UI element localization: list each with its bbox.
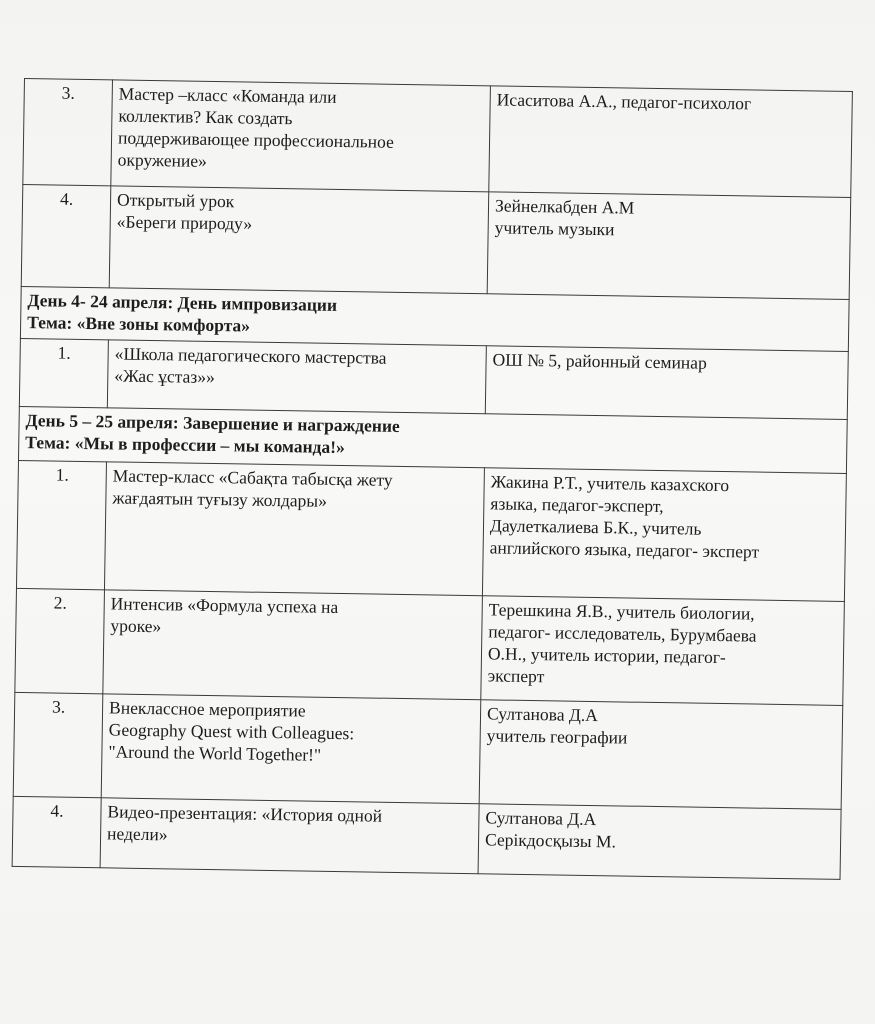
responsible-text: педагог- исследователь, Бурумбаева [488, 621, 757, 646]
responsible-text: языка, педагог-эксперт, [490, 493, 664, 517]
table-row [19, 338, 848, 419]
table-row [23, 79, 853, 198]
event-text: поддерживающее профессиональное [117, 127, 395, 152]
event-text: Видео-презентация: «История одной [107, 801, 383, 826]
day-theme: Тема: «Вне зоны комфорта» [27, 312, 251, 336]
event-text: «Жас ұстаз»» [114, 365, 215, 388]
responsible-cell [485, 346, 848, 420]
row-number: 1. [19, 338, 108, 407]
event-text: Мастер-класс «Сабақта табысқа жету [112, 465, 393, 490]
responsible-text: ОШ № 5, районный семинар [492, 349, 707, 373]
responsible-text: Серікдосқызы М. [484, 829, 617, 852]
table-row [13, 692, 843, 809]
table-row [16, 460, 846, 601]
event-text: Geography Quest with Colleagues: [108, 719, 355, 744]
row-number: 4. [12, 796, 101, 867]
responsible-text: О.Н., учитель истории, педагог- [487, 643, 726, 668]
event-text: коллектив? Как создать [118, 105, 293, 129]
event-text: Мастер –класс «Команда или [118, 83, 337, 107]
event-cell [100, 798, 479, 874]
event-cell [109, 186, 489, 294]
responsible-cell [478, 804, 841, 880]
responsible-text: Султанова Д.А [486, 703, 599, 726]
day-title: День 5 – 25 апреля: Завершение и награждение [25, 410, 400, 436]
responsible-text: Зейнелкабден А.М [494, 195, 635, 218]
responsible-cell [479, 700, 843, 810]
event-text: недели» [106, 823, 168, 845]
event-cell [107, 340, 486, 414]
responsible-cell [481, 596, 845, 706]
responsible-text: Жакина Р.Т., учитель казахского [490, 471, 730, 496]
day-theme: Тема: «Мы в профессии – мы команда!» [25, 432, 345, 458]
responsible-text: Даулеткалиева Б.К., учитель [489, 515, 702, 539]
responsible-text: учитель музыки [494, 217, 615, 240]
responsible-cell [482, 468, 846, 602]
row-number: 3. [13, 692, 103, 797]
table-row [15, 588, 845, 705]
event-cell [101, 694, 481, 804]
schedule-table [12, 78, 853, 880]
responsible-text: Исаситова А.А., педагог-психолог [496, 89, 752, 114]
scanned-sheet [12, 78, 856, 880]
responsible-text: английского языка, педагог- эксперт [489, 537, 760, 562]
responsible-text: эксперт [487, 665, 545, 687]
event-text: «Береги природу» [116, 211, 253, 234]
responsible-cell [487, 192, 851, 300]
event-text: уроке» [110, 615, 162, 637]
row-number: 1. [16, 460, 106, 589]
table-row [21, 184, 851, 299]
event-cell [103, 590, 483, 700]
table-row [12, 796, 841, 879]
event-text: «Школа педагогического мастерства [114, 343, 387, 368]
event-cell [111, 80, 491, 192]
event-text: жағдаятын туғызу жолдары» [112, 487, 328, 511]
row-number: 4. [21, 184, 111, 287]
row-number: 3. [23, 79, 113, 186]
responsible-cell [489, 86, 853, 198]
event-text: окружение» [117, 149, 208, 171]
responsible-text: Терешкина Я.В., учитель биологии, [488, 599, 755, 624]
responsible-text: учитель географии [486, 725, 628, 748]
event-text: Интенсив «Формула успеха на [110, 593, 339, 617]
event-text: Открытый урок [116, 189, 235, 212]
responsible-text: Султанова Д.А [485, 807, 597, 830]
event-cell [104, 462, 484, 596]
row-number: 2. [15, 588, 105, 693]
day-title: День 4- 24 апреля: День импровизации [27, 290, 338, 315]
event-text: Внеклассное мероприятие [108, 697, 306, 721]
event-text: "Around the World Together!" [108, 741, 322, 765]
